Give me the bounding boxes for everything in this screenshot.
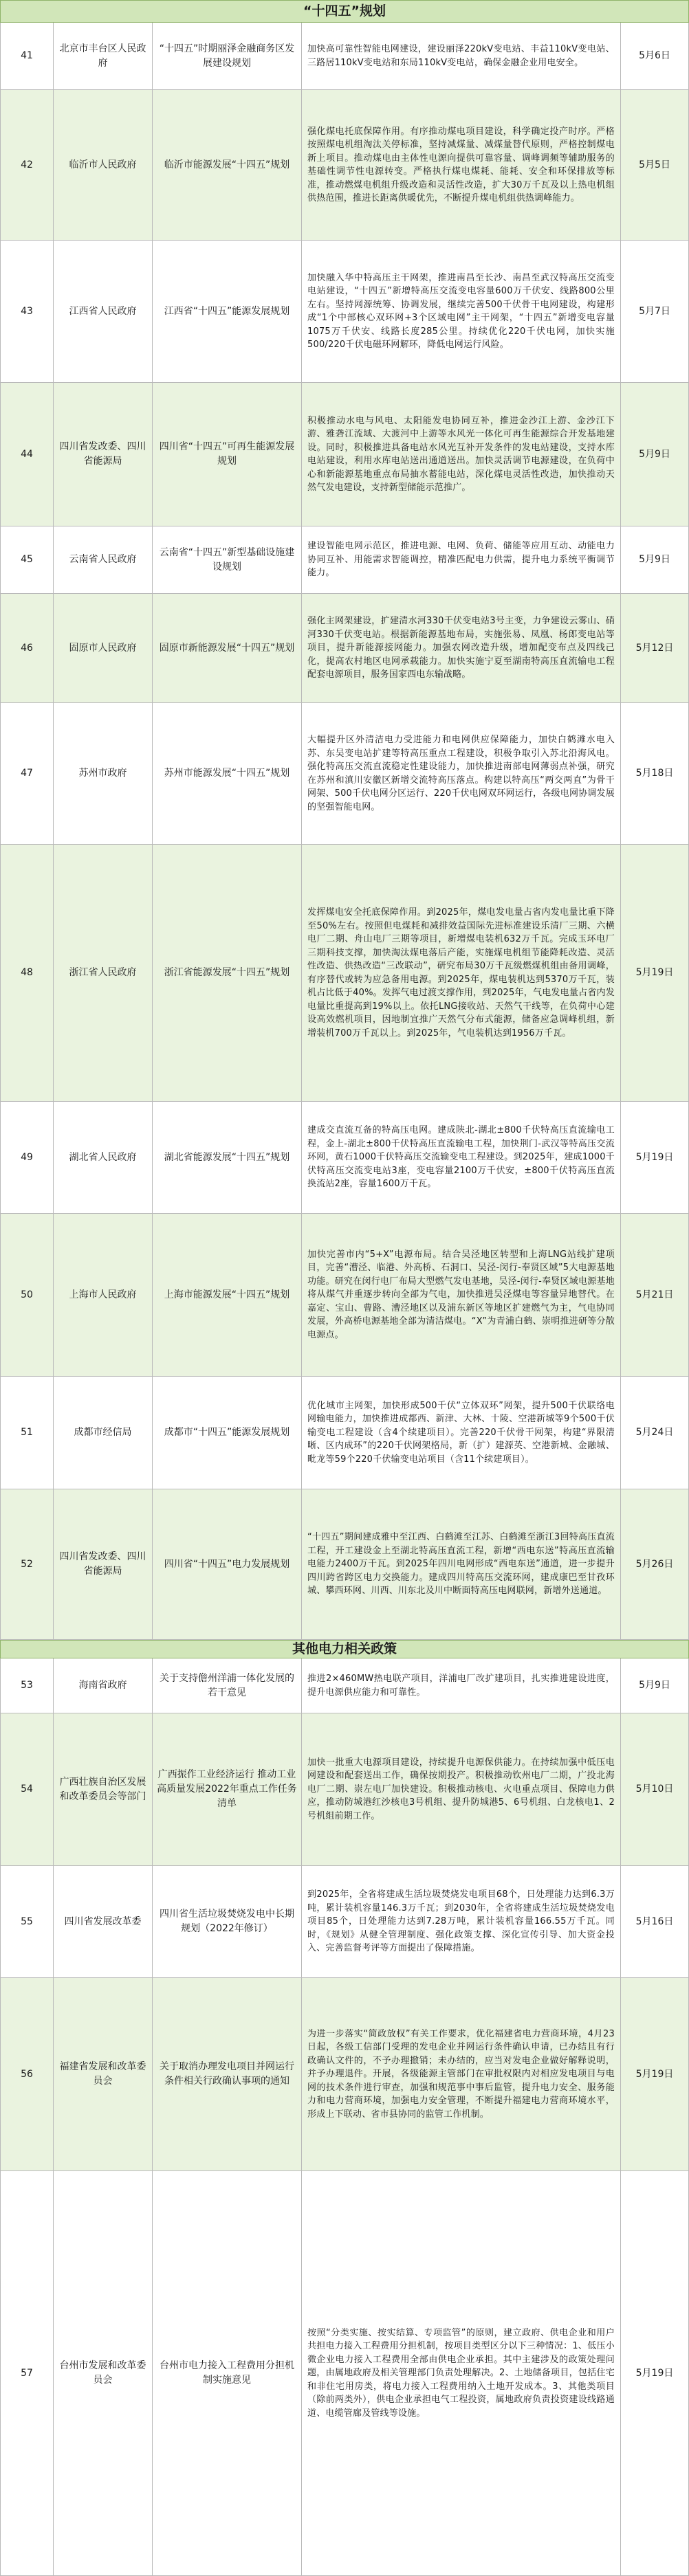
row-number [0,1713,54,1865]
issuer-cell [54,703,153,844]
issuer-cell [54,526,153,593]
table-row [0,241,689,383]
issuer-cell-text: 固原市人民政府 [69,642,137,654]
document-title-cell [153,2171,302,2575]
row-number-text: 44 [21,448,33,460]
issuer-cell [54,1978,153,2170]
row-number [0,1978,54,2170]
row-number [0,594,54,702]
document-title-cell [153,1866,302,1977]
date-cell [621,703,689,844]
issuer-cell-text: 临沂市人民政府 [69,159,137,170]
document-title-cell [153,845,302,1101]
document-title-cell-text: 上海市能源发展“十四五”规划 [164,1289,290,1300]
content-cell [302,526,621,593]
content-cell-text: 加快融入华中特高压主干网架，推进南昌至长沙、南昌至武汉特高压交流变电站建设，“十四五”新增特高压交流变电容量600万千伏安、线路800公里左右。坚持网源统筹、协调发展，继续完善500千伏骨干电网建设，构建形成“1个中部核心双环网+3个区域电网”主干网架，“十四五”新增变电容量1075万千伏安、线路长度285公里。持续优化220千伏电网，加快实施500/220千伏电磁环网解环，降低电网运行风险。 [307,272,615,350]
content-cell-text: 优化城市主网架，加快形成500千伏“立体双环”网架，提升500千伏联络电网输电能力，加快推进成都西、新津、大林、十陵、空港新城等9个500千伏输变电工程建设（含4个续建项目）。完善220千伏骨干网架，构建“界限清晰、区内成环”的220千伏网架格局，新（扩）建源英、空港新城、金融城、毗龙等59个220千伏输变电站项目（含11个续建项目）。 [307,1400,615,1465]
issuer-cell [54,1866,153,1977]
document-title-cell [153,594,302,702]
content-cell [302,703,621,844]
issuer-cell [54,90,153,240]
content-cell-text: 加快完善市内“5+X”电源布局。结合吴泾地区转型和上海LNG站线扩建项目，完善“漕泾、临港、外高桥、石洞口、吴泾-闵行-奉贤区域”5大电源基地功能。研究在闵行电厂布局大型燃气发电基地，吴泾-闵行-奉贤区域电源基地将从煤气并重逐步转向全部为气电，加快推进吴泾煤电等容量异地替代。在嘉定、宝山、曹路、漕泾地区以及浦东新区等地区扩建燃气为主，气电协同发展，外高桥电源基地全部为清洁煤电。“X”为青浦白鹤、崇明推进研等分散电源点。 [307,1249,615,1340]
document-title-cell [153,1978,302,2170]
date-cell-text: 5月19日 [635,2367,674,2379]
table-row [0,1978,689,2171]
row-number [0,526,54,593]
row-number [0,23,54,89]
issuer-cell [54,1214,153,1376]
date-cell [621,594,689,702]
document-title-cell-text: 四川省“十四五”电力发展规划 [164,1558,290,1570]
issuer-cell [54,1713,153,1865]
content-cell [302,1489,621,1639]
date-cell-text: 5月12日 [635,642,674,654]
date-cell [621,845,689,1101]
issuer-cell-text: 四川省发改委、四川省能源局 [59,441,146,467]
document-title-cell-text: 四川省生活垃圾焚烧发电中长期规划（2022年修订） [160,1909,294,1934]
content-cell-text: 大幅提升区外清洁电力受进能力和电网供应保障能力，加快白鹤滩水电入苏、东吴变电站扩建等特高压重点工程建设，积极争取引入苏北沿海风电。强化特高压交流直流稳定性建设能力，加快推进南部电网薄弱点补强，研究在苏州和滇川安徽区新增交流特高压落点。构建以特高压“两交两直”为骨干网架、500千伏电网分区运行、220千伏电网双环网运行，各级电网协调发展的坚强智能电网。 [307,735,615,812]
date-cell [621,1102,689,1213]
issuer-cell [54,2171,153,2575]
date-cell-text: 5月6日 [639,50,670,61]
issuer-cell [54,845,153,1101]
content-cell [302,23,621,89]
content-cell [302,1102,621,1213]
date-cell [621,1713,689,1865]
date-cell-text: 5月19日 [635,967,674,978]
table-row [0,1489,689,1640]
document-title-cell [153,703,302,844]
table-row [0,2171,689,2576]
issuer-cell [54,241,153,382]
date-cell-text: 5月7日 [639,305,670,317]
content-cell [302,1713,621,1865]
document-title-cell-text: 苏州市能源发展“十四五”规划 [164,768,290,779]
row-number-text: 45 [21,554,33,565]
row-number [0,703,54,844]
table-row [0,845,689,1102]
content-cell-text: 发挥煤电安全托底保障作用。到2025年，煤电发电量占省内发电量比重下降至50%左右。按照但电煤耗和减排效益国际先进标准建设乐清厂三期、六横电厂二期、舟山电厂三期等项目，新增煤电装机632万千瓦。完成玉环电厂三期科技支撑，加快淘汰煤电落后产能，实施煤电机组节能降耗改造、灵活性改造、供热改造“三改联动”，研究布局30万千瓦级燃煤机组由备用调峰，有序替代或转为应急备用电源。到2025年，煤电装机达到5370万千瓦，装机占比低于40%。发挥气电过渡支撑作用，到2025年，气电发电量占省内发电量比重提高到19%以上。依托LNG接收站、天然气干线等，在负荷中心建设高效燃机项目，因地制宜推广天然气分布式能源，储备应急调峰机组，新增装机700万千瓦以上。到2025年，气电装机达到1956万千瓦。 [307,907,615,1039]
date-cell-text: 5月19日 [635,1151,674,1163]
row-number-text: 42 [21,159,33,170]
issuer-cell [54,1489,153,1639]
issuer-cell-text: 台州市发展和改革委员会 [59,2360,146,2386]
document-title-cell [153,1102,302,1213]
date-cell-text: 5月9日 [639,1680,670,1691]
content-cell-text: 强化主网架建设，扩建清水河330千伏变电站3号主变，力争建设云雾山、硝河330千伏变电站。根据新能源基地布局，实施张易、凤凰、杨郎变电站等项目，提升新能源接网能力。加强农网改造升级，增加配变布点及四线己化，提高农村地区电网承载能力。加快实施宁夏至湖南特高压直流输电工程配套电源项目，服务国家西电东输战略。 [307,616,615,680]
section-header-14th-plan: “十四五”规划 [0,0,689,23]
date-cell [621,526,689,593]
document-title-cell-text: 成都市“十四五”能源发展规划 [164,1427,290,1438]
document-title-cell [153,1489,302,1639]
issuer-cell-text: 海南省政府 [78,1680,127,1691]
date-cell-text: 5月10日 [635,1784,674,1795]
row-number-text: 41 [21,50,33,61]
content-cell-text: “十四五”期间建成雅中至江西、白鹤滩至江苏、白鹤滩至浙江3回特高压直流工程，开工建设金上至湖北特高压直流工程，新增“西电东送”特高压直流输电能力2400万千瓦。到2025年四川电网形成“西电东送”通道，进一步提升四川跨省跨区电力交换能力。建成四川特高压交流环网，建成康巴至甘孜环城、攀西环网、川西、川东北及川中断面特高压电网联网，新增外送通道。 [307,1532,615,1597]
document-title-cell-text: 台州市电力接入工程费用分担机制实施意见 [160,2360,294,2386]
content-cell-text: 积极推动水电与风电、太阳能发电协同互补，推进金沙江上游、金沙江下游、雅砻江流域、大渡河中上游等水风光一体化可再生能源综合开发基地建设。同时，积极推进具备电站水风光互补开发条件的发电站建设，支持水库电站建设，利用水库电站送出通道送出。加快灵活调节电源建设，在负荷中心和新能源基地重点布局抽水蓄能电站，深化煤电灵活性改造，加快推动天然气发电建设，支持新型储能示范推广。 [307,415,615,493]
date-cell-text: 5月24日 [635,1427,674,1438]
row-number-text: 47 [21,768,33,779]
issuer-cell [54,594,153,702]
row-number [0,1489,54,1639]
document-title-cell-text: 关于取消办理发电项目并网运行条件相关行政确认事项的通知 [160,2061,294,2087]
document-title-cell-text: 江西省“十四五”能源发展规划 [164,305,290,317]
document-title-cell-text: 云南省“十四五”新型基础设施建设规划 [159,546,295,573]
document-title-cell [153,23,302,89]
document-title-cell-text: 固原市新能源发展“十四五”规划 [159,642,295,654]
document-title-cell-text: 关于支持儋州洋浦一体化发展的若干意见 [160,1672,294,1698]
row-number-text: 48 [21,967,33,978]
content-cell [302,1377,621,1489]
document-title-cell [153,1713,302,1865]
issuer-cell-text: 浙江省人民政府 [69,967,137,978]
document-title-cell [153,90,302,240]
row-number [0,1658,54,1713]
content-cell-text: 按照“分类实施、按实结算、专项监管”的原则，建立政府、供电企业和用户共担电力接入工程费用分担机制，按项目类型区分以下三种情况：1、低压小微企业电力接入工程费用全部由供电企业承担。其中主建涉及的政策处理问题，由属地政府及相关管理部门负责处理解决。2、土地储备项目，包括住宅和非住宅用房类，将电力接入工程费用纳入土地开发成本。3、其他类项目（除前两类外），供电企业承担电气工程投资，属地政府负责投资建设线路通道、电缆管廊及管线等设施。 [307,2327,615,2419]
row-number-text: 49 [21,1151,33,1163]
issuer-cell-text: 苏州市政府 [78,768,127,779]
row-number-text: 50 [21,1289,33,1300]
content-cell [302,90,621,240]
table-row [0,1377,689,1489]
table-row [0,1713,689,1866]
table-row [0,23,689,90]
date-cell [621,1489,689,1639]
table-row [0,383,689,526]
issuer-cell-text: 四川省发展改革委 [64,1916,142,1927]
content-cell-text: 强化煤电托底保障作用。有序推动煤电项目建设，科学确定投产时序。严格按照煤电机组淘汰关停标准，坚持减煤量、减煤量替代原则，严格控制煤电新上项目。推动煤电由主体性电源向提供可靠容量、调峰调频等辅助服务的基础性调节性电源转变。严格执行煤电煤耗、能耗、安全和环保排放等标准，推动燃煤电机组升级改造和灵活性改造，扩大30万千瓦及以上热电机组供热范围，推进长距离供暖优先，不断提升煤电机组供热调峰能力。 [307,126,615,203]
row-number-text: 54 [21,1784,33,1795]
table-row [0,90,689,241]
date-cell [621,1866,689,1977]
date-cell-text: 5月19日 [635,2068,674,2080]
row-number-text: 52 [21,1558,33,1570]
document-title-cell-text: 临沂市能源发展“十四五”规划 [164,159,290,170]
issuer-cell-text: 江西省人民政府 [69,305,137,317]
issuer-cell-text: 湖北省人民政府 [69,1151,137,1163]
table-row [0,1214,689,1377]
row-number-text: 43 [21,305,33,317]
content-cell-text: 加快高可靠性智能电网建设，建设丽泽220kV变电站、丰益110kV变电站、三路居110kV变电站和东局110kV变电站，确保金融企业用电安全。 [307,44,615,68]
document-title-cell [153,1658,302,1713]
content-cell [302,241,621,382]
date-cell [621,1377,689,1489]
row-number-text: 55 [21,1916,33,1927]
row-number [0,1102,54,1213]
date-cell [621,1658,689,1713]
content-cell [302,383,621,526]
table-row [0,1866,689,1978]
content-cell [302,594,621,702]
issuer-cell-text: 北京市丰台区人民政府 [59,43,146,69]
issuer-cell [54,1658,153,1713]
document-title-cell [153,526,302,593]
date-cell-text: 5月16日 [635,1916,674,1927]
table-row [0,1102,689,1214]
table-row [0,594,689,703]
document-title-cell-text: 浙江省能源发展“十四五”规划 [164,967,290,978]
content-cell-text: 为进一步落实“简政放权”有关工作要求，优化福建省电力营商环境，4月23日起，各级工信部门受理的发电企业并网运行条件确认申请，已办结且有行政确认文件的，不予办理撤销；未办结的，应当对发电企业做好解释说明，并予办理退件。开展，各级能源主管部门在审批权限内对相应发电项目与电网的技术条件进行审查，加强和规范事中事后监管，提升电力安全、服务能力和电力营商环境，加强电力安全管理，不断提升福建电力营商环境水平，形成上下联动、省市县协同的监管工作机制。 [307,2028,615,2120]
document-title-cell [153,1214,302,1376]
row-number [0,1377,54,1489]
content-cell [302,1658,621,1713]
content-cell [302,1978,621,2170]
content-cell [302,1866,621,1977]
content-cell-text: 到2025年，全省将建成生活垃圾焚烧发电项目68个，日处理能力达到6.3万吨，累计装机容量146.3万千瓦；到2030年，全省将建成生活垃圾焚烧发电项目85个，日处理能力达到7.28万吨，累计装机容量166.55万千瓦。同时，《规划》从健全管理制度、强化政策支撑、深化宣传引导、加大资金投入、完善监督考评等方面提出了保障措施。 [307,1889,615,1954]
issuer-cell [54,383,153,526]
section-header-other-policies: 其他电力相关政策 [0,1640,689,1658]
issuer-cell-text: 福建省发展和改革委员会 [59,2061,146,2087]
date-cell [621,1214,689,1376]
table-row [0,526,689,594]
document-title-cell-text: 广西振作工业经济运行 推动工业高质量发展2022年重点工作任务清单 [157,1769,297,1809]
date-cell [621,1978,689,2170]
document-title-cell [153,383,302,526]
row-number [0,241,54,382]
row-number-text: 46 [21,642,33,654]
row-number-text: 51 [21,1427,33,1438]
issuer-cell-text: 成都市经信局 [74,1427,132,1438]
content-cell [302,845,621,1101]
date-cell [621,383,689,526]
issuer-cell-text: 云南省人民政府 [69,554,137,565]
date-cell [621,90,689,240]
document-title-cell-text: 湖北省能源发展“十四五”规划 [164,1151,290,1163]
table-row [0,1658,689,1713]
row-number [0,1866,54,1977]
date-cell [621,241,689,382]
document-title-cell [153,241,302,382]
content-cell-text: 建设智能电网示范区，推进电源、电网、负荷、储能等应用互动、动能电力协同互补、用能需求智能调控，精准匹配电力供需，提升电力系统平衡调节能力。 [307,541,615,579]
content-cell-text: 建成交直流互备的特高压电网。建成陕北-湖北±800千伏特高压直流输电工程，金上-湖北±800千伏特高压直流输电工程，加快荆门-武汉等特高压交流环网，黄石1000千伏特高压交流输变电工程建设。到2025年，建成1000千伏特高压交流变电站3座，变电容量2100万千伏安，±800千伏特高压直流换流站2座，容量1600万千瓦。 [307,1125,615,1190]
document-title-cell-text: 四川省“十四五”可再生能源发展规划 [159,441,295,467]
date-cell [621,23,689,89]
issuer-cell-text: 上海市人民政府 [69,1289,137,1300]
issuer-cell-text: 广西壮族自治区发展和改革委员会等部门 [59,1776,146,1802]
row-number-text: 57 [21,2367,33,2379]
row-number [0,90,54,240]
row-number-text: 56 [21,2068,33,2080]
row-number-text: 53 [21,1680,33,1691]
document-title-cell-text: “十四五”时期丽泽金融商务区发展建设规划 [159,43,295,69]
document-title-cell [153,1377,302,1489]
date-cell-text: 5月5日 [639,159,670,170]
date-cell [621,2171,689,2575]
date-cell-text: 5月21日 [635,1289,674,1300]
row-number [0,1214,54,1376]
row-number [0,845,54,1101]
row-number [0,383,54,526]
content-cell [302,2171,621,2575]
content-cell-text: 加快一批重大电源项目建设，持续提升电源保供能力。在持续加强中低压电网建设和配套送出工作，确保按期投产。积极推动钦州电厂二期，广投北海电厂二期、崇左电厂加快建设。积极推动核电、火电重点项目、保障电力供应，推动防城港红沙核电3号机组、提升防城港5、6号机组、白龙核电1、2号机组前期工作。 [307,1757,615,1821]
date-cell-text: 5月9日 [639,448,670,460]
content-cell-text: 推进2×460MW热电联产项目，洋浦电厂改扩建项目，扎实推进建设进度，提升电源供应能力和可靠性。 [307,1674,615,1698]
date-cell-text: 5月26日 [635,1558,674,1570]
issuer-cell [54,23,153,89]
row-number [0,2171,54,2575]
content-cell [302,1214,621,1376]
date-cell-text: 5月18日 [635,768,674,779]
issuer-cell-text: 四川省发改委、四川省能源局 [59,1551,146,1577]
issuer-cell [54,1102,153,1213]
table-row [0,703,689,845]
date-cell-text: 5月9日 [639,554,670,565]
issuer-cell [54,1377,153,1489]
